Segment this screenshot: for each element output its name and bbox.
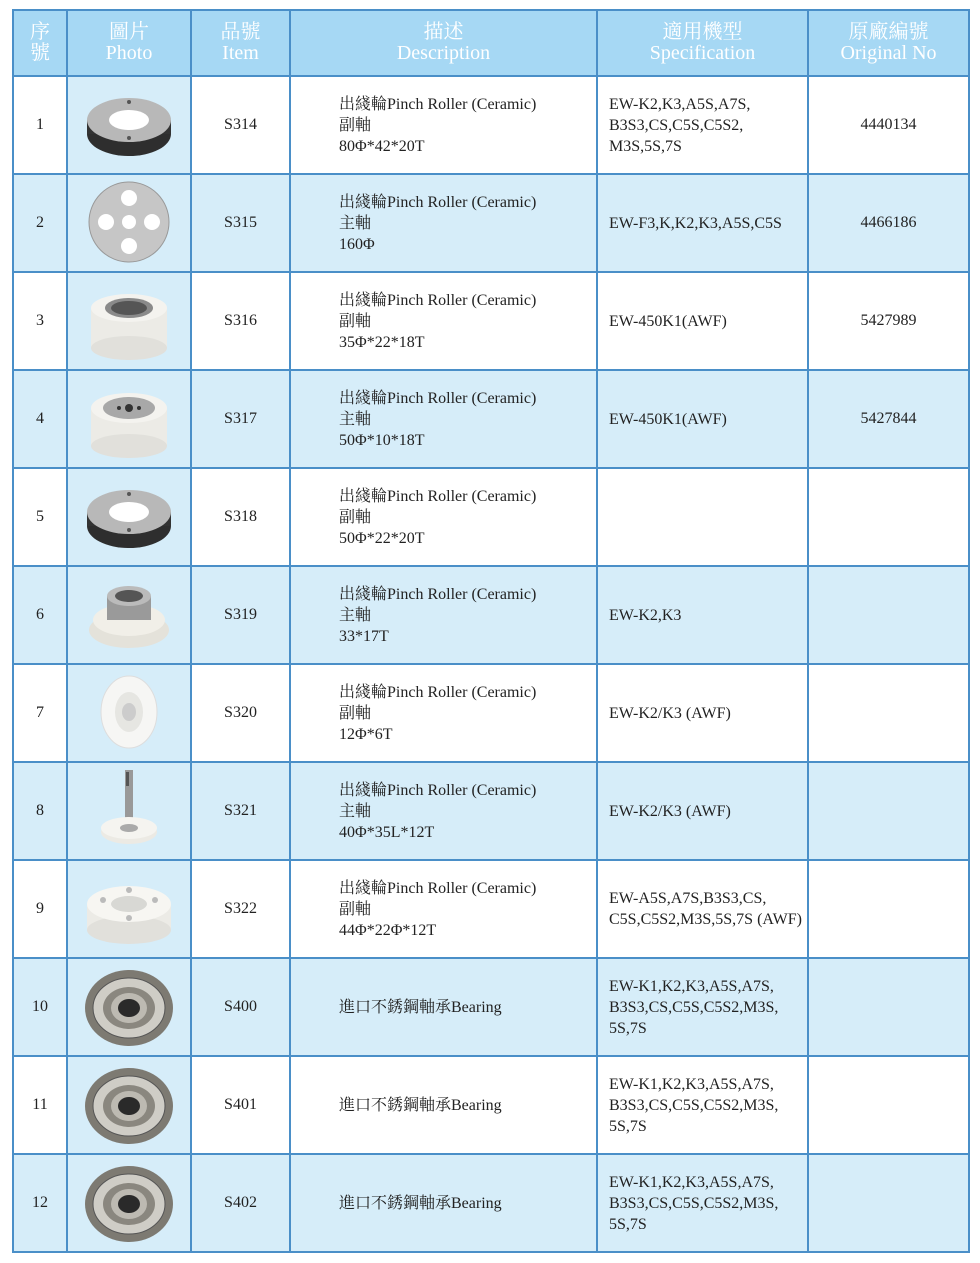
original-number — [808, 566, 969, 664]
description-line: 副軸 — [339, 116, 372, 134]
description-line: 出綫輪Pinch Roller (Ceramic) — [339, 487, 537, 505]
product-table — [12, 9, 970, 1253]
item-code: S315 — [191, 174, 290, 272]
table-row — [13, 174, 969, 272]
description-line: 160Φ — [339, 235, 375, 253]
description — [290, 468, 597, 566]
description-line: 35Φ*22*18T — [339, 333, 425, 351]
description — [290, 860, 597, 958]
specification: EW-K1,K2,K3,A5S,A7S, B3S3,CS,C5S,C5S2,M3S, 5S,7S — [597, 1154, 808, 1252]
white-roller-icon — [79, 276, 179, 366]
description — [290, 1056, 597, 1154]
description-line: 出綫輪Pinch Roller (Ceramic) — [339, 879, 537, 897]
row-number: 1 — [13, 76, 67, 174]
table-row — [13, 762, 969, 860]
table-row — [13, 958, 969, 1056]
ceramic-roller-flat-icon — [79, 80, 179, 170]
specification: EW-K1,K2,K3,A5S,A7S, B3S3,CS,C5S,C5S2,M3S, 5S,7S — [597, 1056, 808, 1154]
description — [290, 370, 597, 468]
specification: EW-K2/K3 (AWF) — [597, 664, 808, 762]
row-number: 8 — [13, 762, 67, 860]
original-number: 4440134 — [808, 76, 969, 174]
description — [290, 272, 597, 370]
header-photo: 圖片 Photo — [67, 10, 191, 76]
header-original-no: 原廠編號 Original No — [808, 10, 969, 76]
description — [290, 762, 597, 860]
header-specification: 適用機型 Specification — [597, 10, 808, 76]
description-line: 33*17T — [339, 627, 389, 645]
white-roller-hub-icon — [79, 374, 179, 464]
table-row — [13, 664, 969, 762]
specification: EW-K2,K3,A5S,A7S, B3S3,CS,C5S,C5S2, M3S,5S,7S — [597, 76, 808, 174]
header-item: 品號 Item — [191, 10, 290, 76]
description — [290, 664, 597, 762]
description — [290, 958, 597, 1056]
description-line: 副軸 — [339, 508, 372, 526]
table-row — [13, 1056, 969, 1154]
item-code: S316 — [191, 272, 290, 370]
description-line: 50Φ*22*20T — [339, 529, 425, 547]
flanged-roller-icon — [79, 570, 179, 660]
row-number: 6 — [13, 566, 67, 664]
original-number — [808, 664, 969, 762]
description-line: 副軸 — [339, 312, 372, 330]
description-line: 出綫輪Pinch Roller (Ceramic) — [339, 781, 537, 799]
item-code: S322 — [191, 860, 290, 958]
holed-wheel-icon — [79, 178, 179, 268]
original-number: 4466186 — [808, 174, 969, 272]
description — [290, 566, 597, 664]
description-line: 80Φ*42*20T — [339, 137, 425, 155]
original-number — [808, 1056, 969, 1154]
description-line: 40Φ*35L*12T — [339, 823, 435, 841]
specification: EW-K1,K2,K3,A5S,A7S, B3S3,CS,C5S,C5S2,M3S, 5S,7S — [597, 958, 808, 1056]
product-photo — [67, 76, 191, 174]
description-line: 主軸 — [339, 802, 372, 820]
row-number: 9 — [13, 860, 67, 958]
description-line: 主軸 — [339, 214, 372, 232]
original-number: 5427989 — [808, 272, 969, 370]
original-number — [808, 468, 969, 566]
description-line: 出綫輪Pinch Roller (Ceramic) — [339, 193, 537, 211]
row-number: 4 — [13, 370, 67, 468]
product-photo — [67, 762, 191, 860]
row-number: 10 — [13, 958, 67, 1056]
description-line: 50Φ*10*18T — [339, 431, 425, 449]
description-line: 44Φ*22Φ*12T — [339, 921, 437, 939]
item-code: S401 — [191, 1056, 290, 1154]
table-row — [13, 76, 969, 174]
shaft-roller-icon — [79, 766, 179, 856]
item-code: S317 — [191, 370, 290, 468]
product-photo — [67, 468, 191, 566]
row-number: 12 — [13, 1154, 67, 1252]
product-photo — [67, 860, 191, 958]
product-photo — [67, 272, 191, 370]
header-description: 描述 Description — [290, 10, 597, 76]
original-number — [808, 762, 969, 860]
item-code: S318 — [191, 468, 290, 566]
description — [290, 174, 597, 272]
original-number — [808, 860, 969, 958]
row-number: 7 — [13, 664, 67, 762]
header-no: 序號 — [13, 10, 67, 76]
bearing-icon — [79, 1158, 179, 1248]
description-line: 出綫輪Pinch Roller (Ceramic) — [339, 95, 537, 113]
row-number: 5 — [13, 468, 67, 566]
table-row — [13, 272, 969, 370]
grooved-wheel-icon — [79, 668, 179, 758]
product-photo — [67, 566, 191, 664]
table-row — [13, 566, 969, 664]
ceramic-roller-flat-icon — [79, 472, 179, 562]
table-header-row — [13, 10, 969, 76]
original-number — [808, 1154, 969, 1252]
specification: EW-A5S,A7S,B3S3,CS, C5S,C5S2,M3S,5S,7S (AWF) — [597, 860, 808, 958]
description — [290, 1154, 597, 1252]
description-line: 進口不銹鋼軸承Bearing — [339, 1096, 502, 1114]
specification: EW-450K1(AWF) — [597, 370, 808, 468]
original-number: 5427844 — [808, 370, 969, 468]
item-code: S321 — [191, 762, 290, 860]
description — [290, 76, 597, 174]
specification: EW-450K1(AWF) — [597, 272, 808, 370]
product-photo — [67, 1154, 191, 1252]
description-line: 出綫輪Pinch Roller (Ceramic) — [339, 291, 537, 309]
description-line: 出綫輪Pinch Roller (Ceramic) — [339, 389, 537, 407]
row-number: 11 — [13, 1056, 67, 1154]
product-photo — [67, 1056, 191, 1154]
description-line: 出綫輪Pinch Roller (Ceramic) — [339, 683, 537, 701]
row-number: 3 — [13, 272, 67, 370]
table-row — [13, 468, 969, 566]
product-photo — [67, 664, 191, 762]
product-photo — [67, 174, 191, 272]
item-code: S400 — [191, 958, 290, 1056]
description-line: 主軸 — [339, 606, 372, 624]
item-code: S320 — [191, 664, 290, 762]
description-line: 出綫輪Pinch Roller (Ceramic) — [339, 585, 537, 603]
description-line: 副軸 — [339, 704, 372, 722]
specification: EW-K2,K3 — [597, 566, 808, 664]
description-line: 進口不銹鋼軸承Bearing — [339, 998, 502, 1016]
white-holed-roller-icon — [79, 864, 179, 954]
specification — [597, 468, 808, 566]
specification: EW-K2/K3 (AWF) — [597, 762, 808, 860]
table-row — [13, 860, 969, 958]
item-code: S314 — [191, 76, 290, 174]
item-code: S319 — [191, 566, 290, 664]
table-row — [13, 370, 969, 468]
original-number — [808, 958, 969, 1056]
specification: EW-F3,K,K2,K3,A5S,C5S — [597, 174, 808, 272]
product-photo — [67, 370, 191, 468]
bearing-icon — [79, 1060, 179, 1150]
row-number: 2 — [13, 174, 67, 272]
description-line: 主軸 — [339, 410, 372, 428]
table-row — [13, 1154, 969, 1252]
bearing-icon — [79, 962, 179, 1052]
description-line: 12Φ*6T — [339, 725, 393, 743]
description-line: 進口不銹鋼軸承Bearing — [339, 1194, 502, 1212]
description-line: 副軸 — [339, 900, 372, 918]
product-photo — [67, 958, 191, 1056]
item-code: S402 — [191, 1154, 290, 1252]
